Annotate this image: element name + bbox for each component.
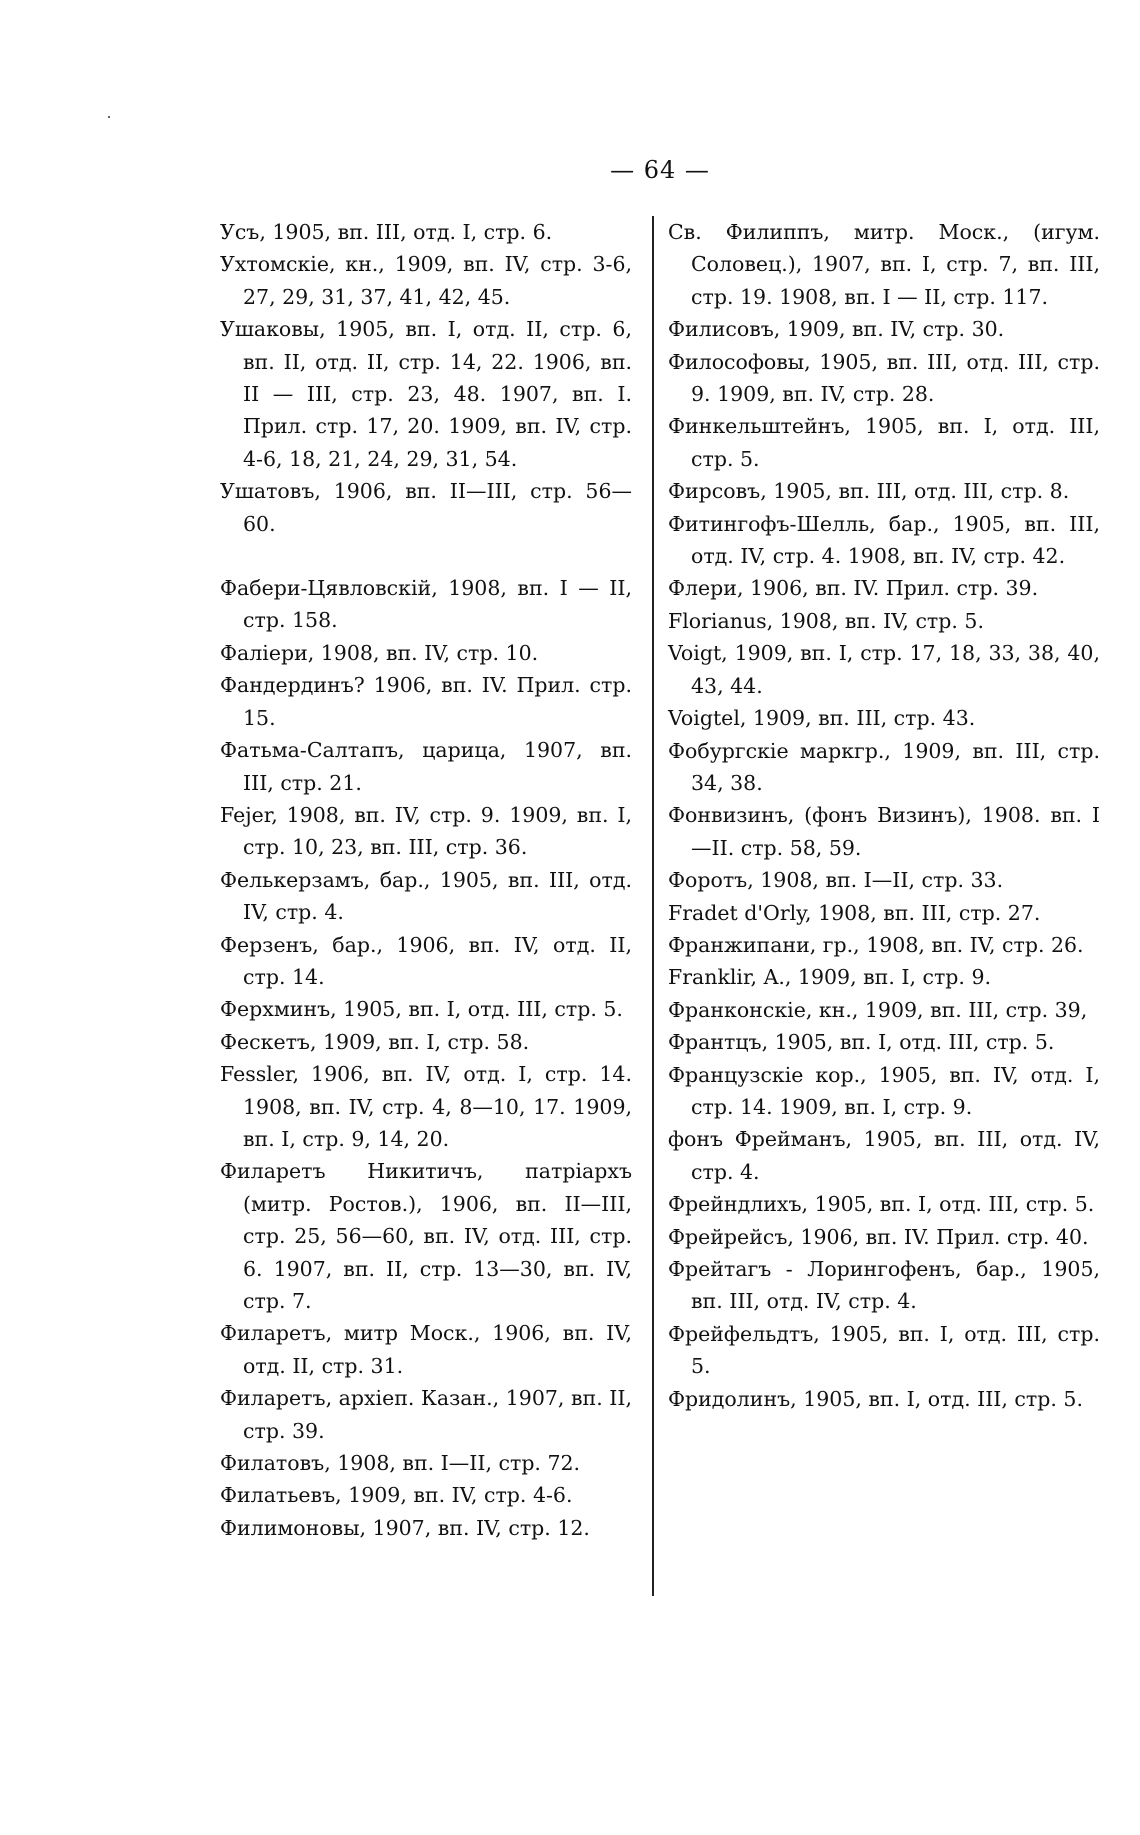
index-entry: Фабери-Цявловскій, 1908, вп. I — II, стр. 158. — [220, 576, 632, 633]
index-entry: Франтцъ, 1905, вп. I, отд. III, стр. 5. — [668, 1030, 1055, 1055]
index-entry: Фандердинъ? 1906, вп. IV. Прил. стр. 15. — [220, 673, 632, 730]
index-entry: Филимоновы, 1907, вп. IV, стр. 12. — [220, 1515, 590, 1540]
index-entry: Филатьевъ, 1909, вп. IV, стр. 4-6. — [220, 1483, 573, 1508]
left-column — [220, 216, 632, 1544]
index-entry: Fessler, 1906, вп. IV, отд. I, стр. 14. 1908, вп. IV, стр. 4, 8—10, 17. 1909, вп. I, стр. 9, 14, 20. — [220, 1062, 632, 1151]
index-entry: Французскіе кор., 1905, вп. IV, отд. I, стр. 14. 1909, вп. I, стр. 9. — [668, 1062, 1100, 1119]
index-entry: Фескетъ, 1909, вп. I, стр. 58. — [220, 1029, 530, 1054]
index-entry: Филатовъ, 1908, вп. I—II, стр. 72. — [220, 1451, 581, 1476]
index-entry: Ушаковы, 1905, вп. I, отд. II, стр. 6, вп. II, отд. II, стр. 14, 22. 1906, вп. II — III, стр. 23, 48. 1907, вп. I. Прил. стр. 17, 20. 1909, вп. IV, стр. 4-6, 18, 21, 24, 29, 31, 54. — [220, 317, 632, 471]
index-entry: Ферзенъ, бар., 1906, вп. IV, отд. II, стр. 14. — [220, 932, 632, 989]
index-entry: Voigtel, 1909, вп. III, стр. 43. — [668, 706, 976, 731]
index-entry: Финкельштейнъ, 1905, вп. I, отд. III, стр. 5. — [668, 414, 1100, 471]
index-entry: Филаретъ, митр Моск., 1906, вп. IV, отд. II, стр. 31. — [220, 1321, 632, 1378]
index-entry: Фрейндлихъ, 1905, вп. I, отд. III, стр. 5. — [668, 1192, 1095, 1217]
index-entry: Усъ, 1905, вп. III, отд. I, стр. 6. — [220, 220, 553, 244]
index-entry: Фатьма-Салтапъ, царица, 1907, вп. III, стр. 21. — [220, 738, 632, 795]
index-entry: Фирсовъ, 1905, вп. III, отд. III, стр. 8. — [668, 479, 1070, 504]
index-entry: Фонвизинъ, (фонъ Визинъ), 1908. вп. I—II. стр. 58, 59. — [668, 803, 1100, 860]
index-entry: фонъ Фрейманъ, 1905, вп. III, отд. IV, стр. 4. — [668, 1127, 1100, 1184]
index-entry: Ферхминъ, 1905, вп. I, отд. III, стр. 5. — [220, 997, 623, 1022]
index-entry: Voigt, 1909, вп. I, стр. 17, 18, 33, 38, 40, 43, 44. — [668, 641, 1100, 698]
index-entry: Frankl͏ir, A., 1909, вп. I, стр. 9. — [668, 965, 992, 990]
index-entry: Ушатовъ, 1906, вп. II—III, стр. 56—60. — [220, 479, 632, 536]
index-entry: Fradet d'Orly, 1908, вп. III, стр. 27. — [668, 900, 1041, 925]
index-entry: Фитингофъ-Шелль, бар., 1905, вп. III, отд. IV, стр. 4. 1908, вп. IV, стр. 42. — [668, 511, 1100, 569]
index-entry: Фрейтагъ - Лорингофенъ, бар., 1905, вп. III, отд. IV, стр. 4. — [668, 1257, 1100, 1314]
index-entry: Философовы, 1905, вп. III, отд. III, стр. 9. 1909, вп. IV, стр. 28. — [668, 349, 1100, 407]
index-entry: Фрейрейсъ, 1906, вп. IV. Прил. стр. 40. — [668, 1224, 1089, 1249]
index-entry: Филаретъ Никитичъ, патріархъ (митр. Ростов.), 1906, вп. II—III, стр. 25, 56—60, вп. IV, отд. III, стр. 6. 1907, вп. II, стр. 13—30, вп. IV, стр. 7. — [220, 1159, 632, 1313]
index-entry: Флери, 1906, вп. IV. Прил. стр. 39. — [668, 576, 1039, 601]
index-entry: Fejer, 1908, вп. IV, стр. 9. 1909, вп. I, стр. 10, 23, вп. III, стр. 36. — [220, 802, 632, 860]
page-number: — 64 — — [610, 156, 710, 184]
index-entry: Св. Филиппъ, митр. Моск., (игум. Соловец.), 1907, вп. I, стр. 7, вп. III, стр. 19. 1908, вп. I — II, стр. 117. — [668, 220, 1100, 309]
index-entry: Франконскіе, кн., 1909, вп. III, стр. 39, — [668, 997, 1088, 1022]
column-divider — [652, 216, 654, 1596]
index-entry: Фридолинъ, 1905, вп. I, отд. III, стр. 5. — [668, 1386, 1083, 1411]
index-entry: Фелькерзамъ, бар., 1905, вп. III, отд. IV, стр. 4. — [220, 867, 632, 925]
index-entry: Франжипани, гр., 1908, вп. IV, стр. 26. — [668, 932, 1084, 957]
index-entry: Фобургскіе маркгр., 1909, вп. III, стр. 34, 38. — [668, 738, 1100, 795]
index-entry: Фаліери, 1908, вп. IV, стр. 10. — [220, 640, 539, 665]
index-entry: Фрейфельдтъ, 1905, вп. I, отд. III, стр. 5. — [668, 1321, 1100, 1379]
index-entry: Форотъ, 1908, вп. I—II, стр. 33. — [668, 868, 1004, 893]
index-entry: Филаретъ, архіеп. Казан., 1907, вп. II, стр. 39. — [220, 1386, 632, 1443]
right-column — [668, 216, 1100, 1415]
index-entry: Ухтомскіе, кн., 1909, вп. IV, стр. 3-6, 27, 29, 31, 37, 41, 42, 45. — [220, 252, 632, 309]
print-speck — [108, 116, 110, 118]
index-entry: Филисовъ, 1909, вп. IV, стр. 30. — [668, 317, 1005, 342]
index-entry: Florianus, 1908, вп. IV, стр. 5. — [668, 608, 984, 633]
section-gap — [220, 540, 632, 572]
